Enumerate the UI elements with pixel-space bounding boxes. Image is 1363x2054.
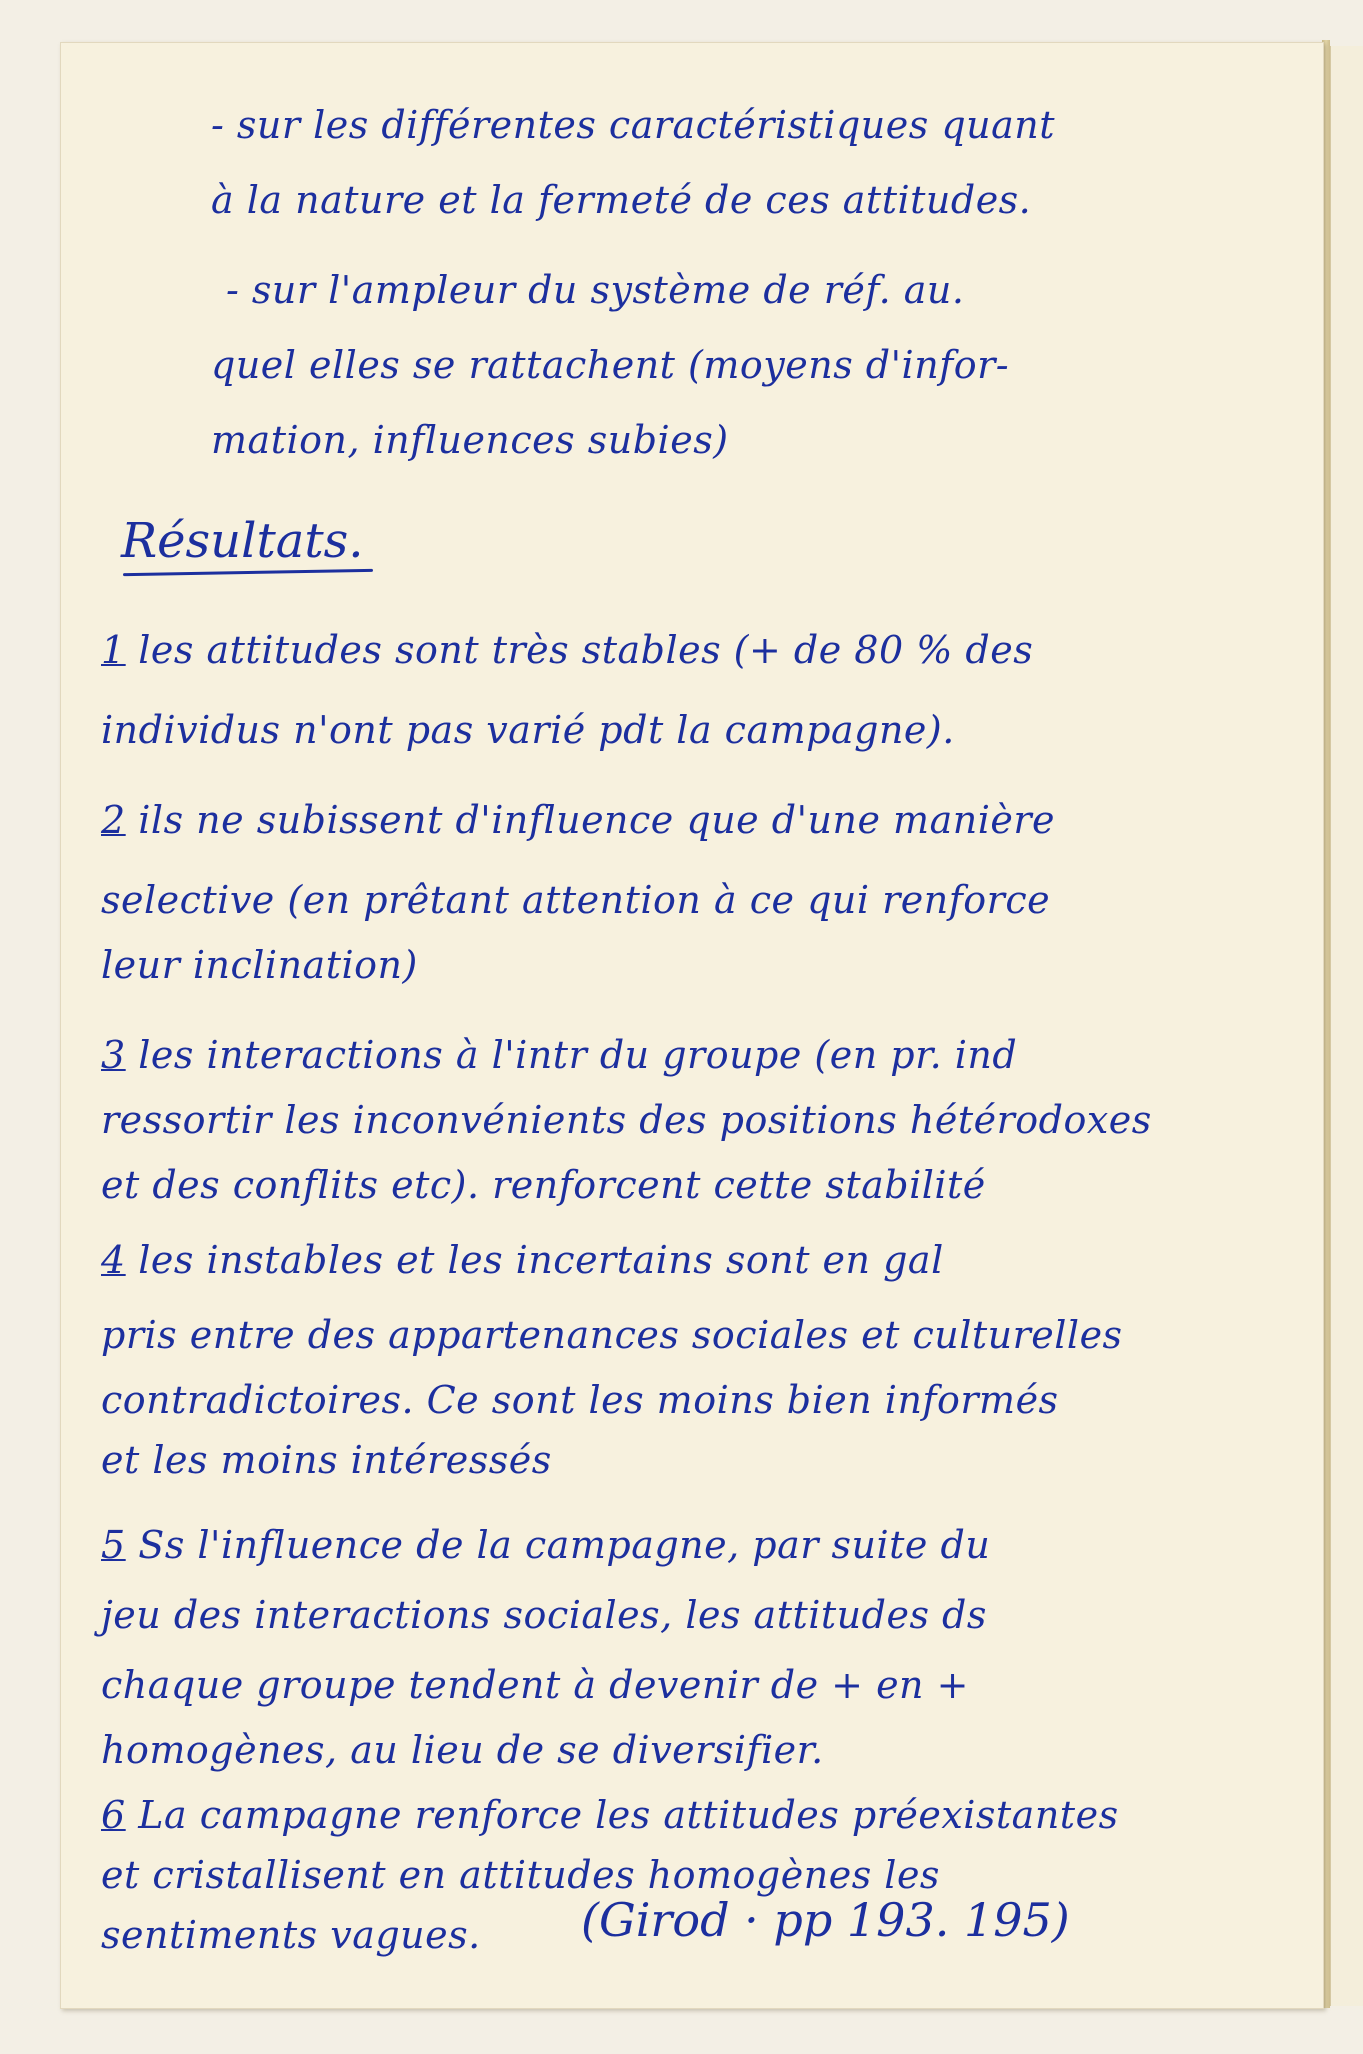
handwriting-area — [61, 43, 1323, 2008]
result-6-text-1: La campagne renforce les attitudes préexistantes — [138, 1793, 1119, 1837]
result-2-text-1: ils ne subissent d'influence que d'une manière — [138, 798, 1055, 842]
result-5-text-1: Ss l'influence de la campagne, par suite du — [138, 1523, 991, 1567]
source-citation: (Girod · pp 193. 195) — [581, 1893, 1070, 1947]
result-4-line-1 — [101, 1238, 944, 1282]
result-3-text-1: les interactions à l'intr du groupe (en pr. ind — [138, 1033, 1018, 1077]
result-2-line-1 — [101, 798, 1055, 842]
intro-line-3: - sur l'ampleur du système de réf. au. — [226, 268, 965, 312]
result-5-line-2: jeu des interactions sociales, les attitudes ds — [101, 1593, 987, 1637]
intro-line-5: mation, influences subies) — [211, 418, 729, 462]
result-4-number: 4 — [101, 1238, 126, 1282]
result-3-line-1 — [101, 1033, 1017, 1077]
result-2-line-3: leur inclination) — [101, 943, 418, 987]
handwritten-page — [60, 42, 1324, 2009]
result-5-line-3: chaque groupe tendent à devenir de + en + — [101, 1663, 969, 1707]
result-2-line-2: selective (en prêtant attention à ce qui renforce — [101, 878, 1051, 922]
result-3-line-2: ressortir les inconvénients des positions hétérodoxes — [101, 1098, 1152, 1142]
results-heading: Résultats. — [121, 513, 364, 569]
intro-line-1: - sur les différentes caractéristiques quant — [211, 103, 1056, 147]
result-4-line-2: pris entre des appartenances sociales et culturelles — [101, 1313, 1123, 1357]
result-2-number: 2 — [101, 798, 126, 842]
result-1-number: 1 — [101, 628, 126, 672]
result-1-text-1: les attitudes sont très stables (+ de 80 % des — [138, 628, 1034, 672]
result-5-line-1 — [101, 1523, 990, 1567]
result-1-line-1 — [101, 628, 1033, 672]
result-3-line-3: et des conflits etc). renforcent cette stabilité — [101, 1163, 986, 1207]
result-6-line-2: et cristallisent en attitudes homogènes les — [101, 1853, 940, 1897]
result-5-line-4: homogènes, au lieu de se diversifier. — [101, 1728, 824, 1772]
heading-underline — [123, 569, 373, 576]
result-4-line-4: et les moins intéressés — [101, 1438, 552, 1482]
result-3-number: 3 — [101, 1033, 126, 1077]
result-4-text-1: les instables et les incertains sont en gal — [138, 1238, 944, 1282]
result-6-line-3: sentiments vagues. — [101, 1913, 481, 1957]
intro-line-2: à la nature et la fermeté de ces attitudes. — [211, 178, 1032, 222]
result-6-number: 6 — [101, 1793, 126, 1837]
result-5-number: 5 — [101, 1523, 126, 1567]
result-6-line-1 — [101, 1793, 1119, 1837]
adjacent-page-edge — [1330, 46, 1363, 2006]
result-1-line-2: individus n'ont pas varié pdt la campagne). — [101, 708, 955, 752]
intro-line-4: quel elles se rattachent (moyens d'infor- — [211, 343, 1010, 387]
result-4-line-3: contradictoires. Ce sont les moins bien informés — [101, 1378, 1059, 1422]
